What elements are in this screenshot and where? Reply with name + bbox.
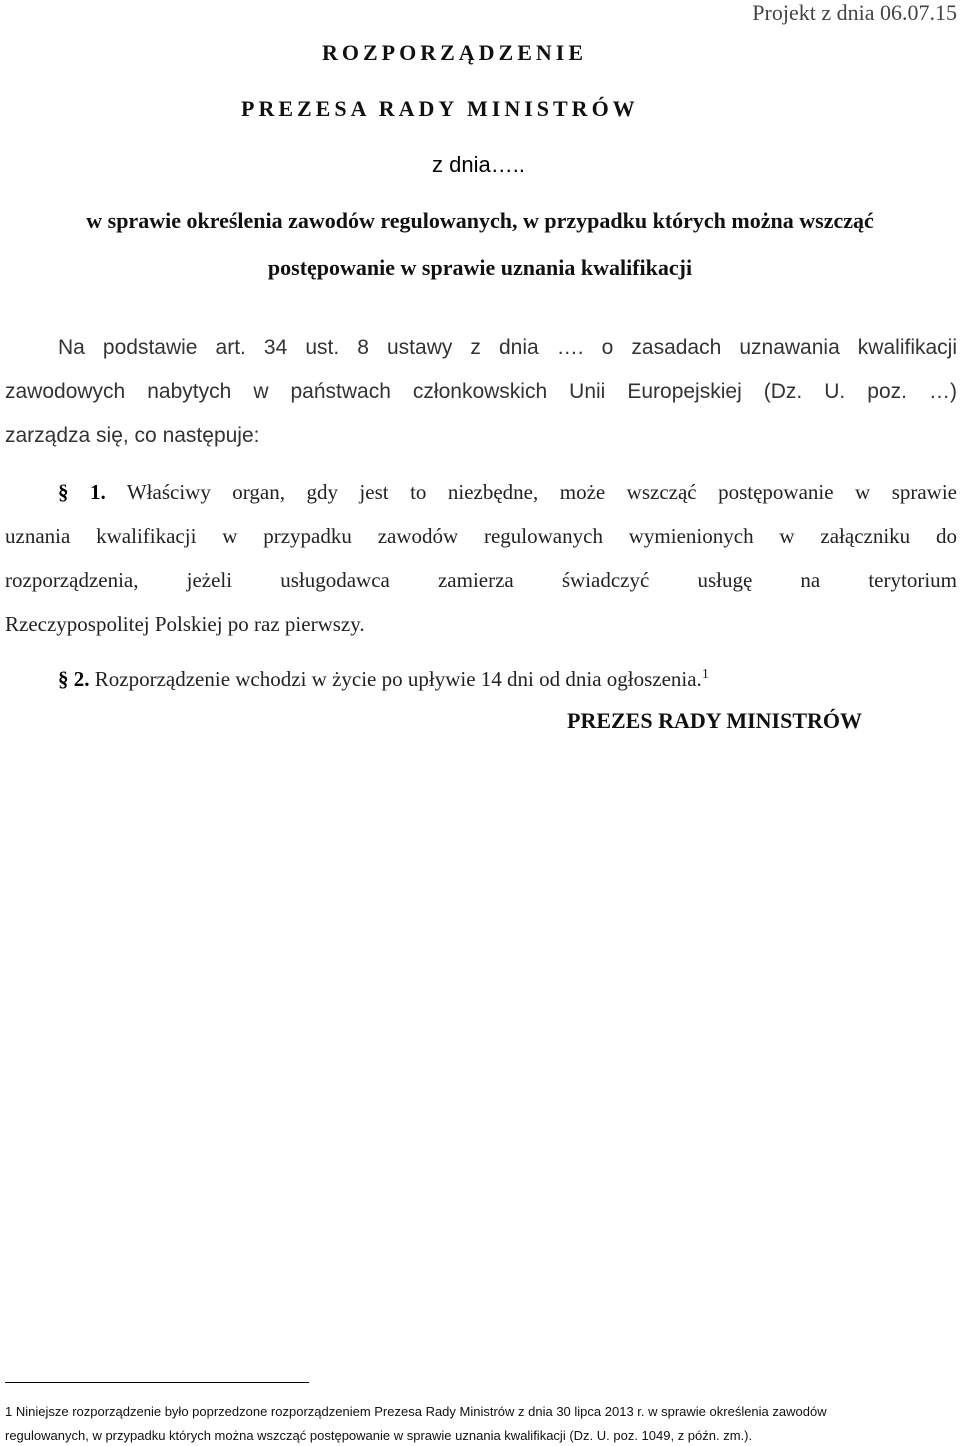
preamble-line-3: zarządza się, co następuje:	[5, 424, 260, 447]
subject-line-1: w sprawie określenia zawodów regulowanych, w przypadku których można wszcząć	[86, 208, 874, 233]
document-type-title: ROZPORZĄDZENIE	[322, 40, 588, 65]
preamble-line-1: Na podstawie art. 34 ust. 8 ustawy z dnia …. o zasadach uznawania kwalifikacji	[58, 336, 957, 359]
section-2	[58, 667, 709, 692]
section-2-text: Rozporządzenie wchodzi w życie po upływie 14 dni od dnia ogłoszenia.	[94, 667, 702, 691]
document-date: z dnia…..	[432, 152, 525, 177]
footnote-reference: 1	[701, 667, 709, 682]
section-1-line-4: Rzeczypospolitej Polskiej po raz pierwszy.	[5, 612, 365, 636]
preamble-line-2: zawodowych nabytych w państwach członkowskich Unii Europejskiej (Dz. U. poz. …)	[5, 380, 957, 403]
section-2-number: § 2.	[58, 667, 90, 691]
section-1-line-3: rozporządzenia, jeżeli usługodawca zamierza świadczyć usługę na terytorium	[5, 568, 957, 592]
signature: PREZES RADY MINISTRÓW	[567, 708, 863, 733]
subject-line-2: postępowanie w sprawie uznania kwalifikacji	[267, 255, 693, 280]
footnote-line-2: regulowanych, w przypadku których można wszcząć postępowanie w sprawie uznania kwalifikacji (Dz. U. poz. 1049, z późn. zm.).	[5, 1428, 753, 1443]
project-date-header: Projekt z dnia 06.07.15	[752, 0, 957, 25]
section-1-number: § 1.	[58, 480, 106, 504]
section-1-line-2: uznania kwalifikacji w przypadku zawodów regulowanych wymienionych w załączniku do	[5, 524, 957, 548]
issuer-title: PREZESA RADY MINISTRÓW	[241, 96, 639, 121]
section-1-line-1	[58, 480, 957, 505]
section-1-text-1: Właściwy organ, gdy jest to niezbędne, może wszcząć postępowanie w sprawie	[126, 480, 958, 504]
footnote-line-1: 1 Niniejsze rozporządzenie było poprzedzone rozporządzeniem Prezesa Rady Ministrów z dnia 30 lipca 2013 r. w sprawie określenia zawodów	[5, 1404, 827, 1419]
footnote-separator	[5, 1382, 309, 1383]
